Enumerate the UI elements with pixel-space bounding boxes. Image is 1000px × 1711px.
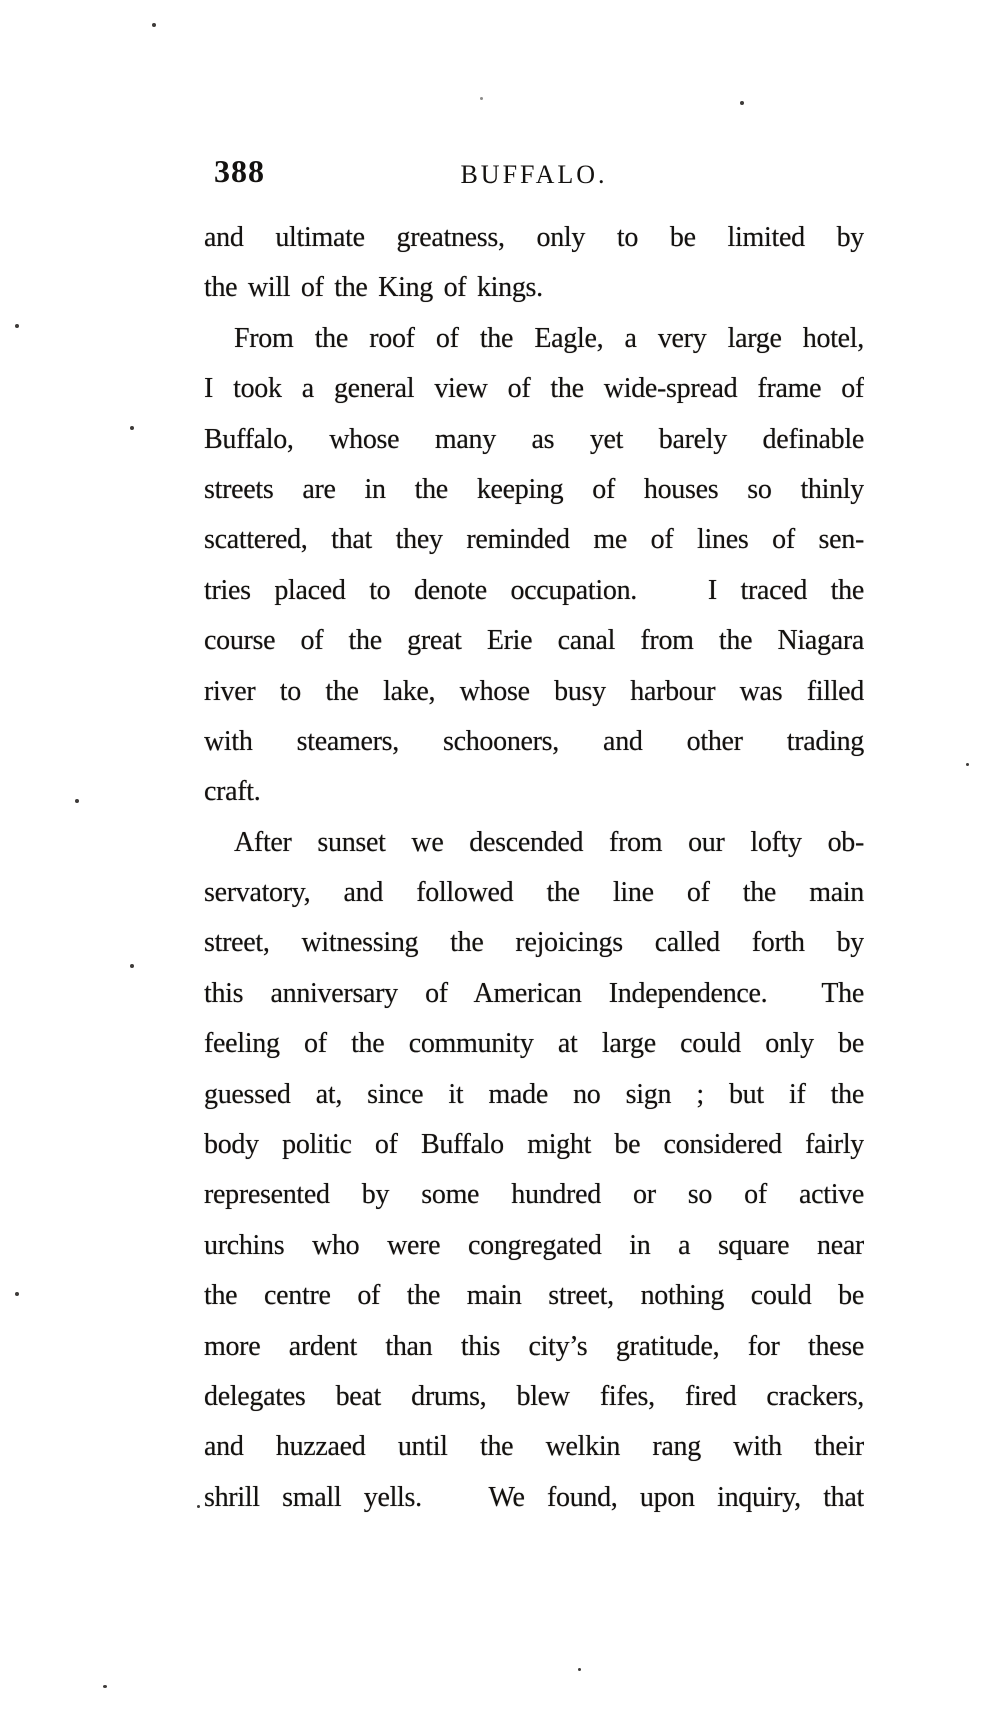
text-line: the will of the King of kings. (204, 272, 543, 304)
text-block (204, 213, 864, 1523)
text-line: shrill small yells. We found, upon inquiry, that (204, 1481, 864, 1513)
text-line: servatory, and followed the line of the main (204, 877, 864, 909)
text-line: Buffalo, whose many as yet barely definable (204, 423, 864, 455)
text-line: this anniversary of American Independence. The (204, 977, 864, 1009)
text-line: body politic of Buffalo might be considered fairly (204, 1129, 864, 1161)
text-line: tries placed to denote occupation. I traced the (204, 574, 864, 606)
text-line: I took a general view of the wide-spread frame of (204, 373, 864, 405)
text-line: and ultimate greatness, only to be limited by (204, 222, 864, 253)
ink-speck (75, 799, 79, 803)
text-line: scattered, that they reminded me of lines of sen- (204, 524, 864, 556)
text-line: represented by some hundred or so of active (204, 1179, 864, 1211)
running-head: BUFFALO. (460, 160, 608, 189)
text-line: more ardent than this city’s gratitude, for these (204, 1330, 864, 1362)
ink-speck (15, 324, 19, 328)
ink-speck (966, 763, 969, 766)
ink-speck (152, 23, 156, 27)
text-line: delegates beat drums, blew fifes, fired crackers, (204, 1380, 864, 1412)
ink-speck (15, 1292, 19, 1296)
text-line: feeling of the community at large could only be (204, 1028, 864, 1060)
ink-speck (103, 1685, 107, 1688)
text-line: craft. (204, 776, 261, 808)
text-line: streets are in the keeping of houses so thinly (204, 473, 864, 505)
text-line: river to the lake, whose busy harbour was filled (204, 675, 864, 707)
text-line: urchins who were congregated in a square near (204, 1229, 864, 1261)
text-line: street, witnessing the rejoicings called forth by (204, 927, 864, 959)
ink-speck (578, 1668, 581, 1671)
text-line: with steamers, schooners, and other trading (204, 725, 864, 757)
text-line: From the roof of the Eagle, a very large hotel, (234, 322, 864, 354)
text-line: course of the great Erie canal from the Niagara (204, 625, 864, 657)
text-line: After sunset we descended from our lofty ob- (234, 826, 864, 858)
text-line: guessed at, since it made no sign ; but if the (204, 1078, 864, 1110)
ink-speck (197, 1505, 200, 1508)
ink-speck (130, 964, 134, 968)
text-line: the centre of the main street, nothing could be (204, 1280, 864, 1312)
page-number: 388 (214, 153, 265, 189)
ink-speck (740, 101, 744, 105)
ink-speck (480, 97, 483, 100)
text-line: and huzzaed until the welkin rang with their (204, 1431, 864, 1463)
ink-speck (130, 426, 134, 430)
